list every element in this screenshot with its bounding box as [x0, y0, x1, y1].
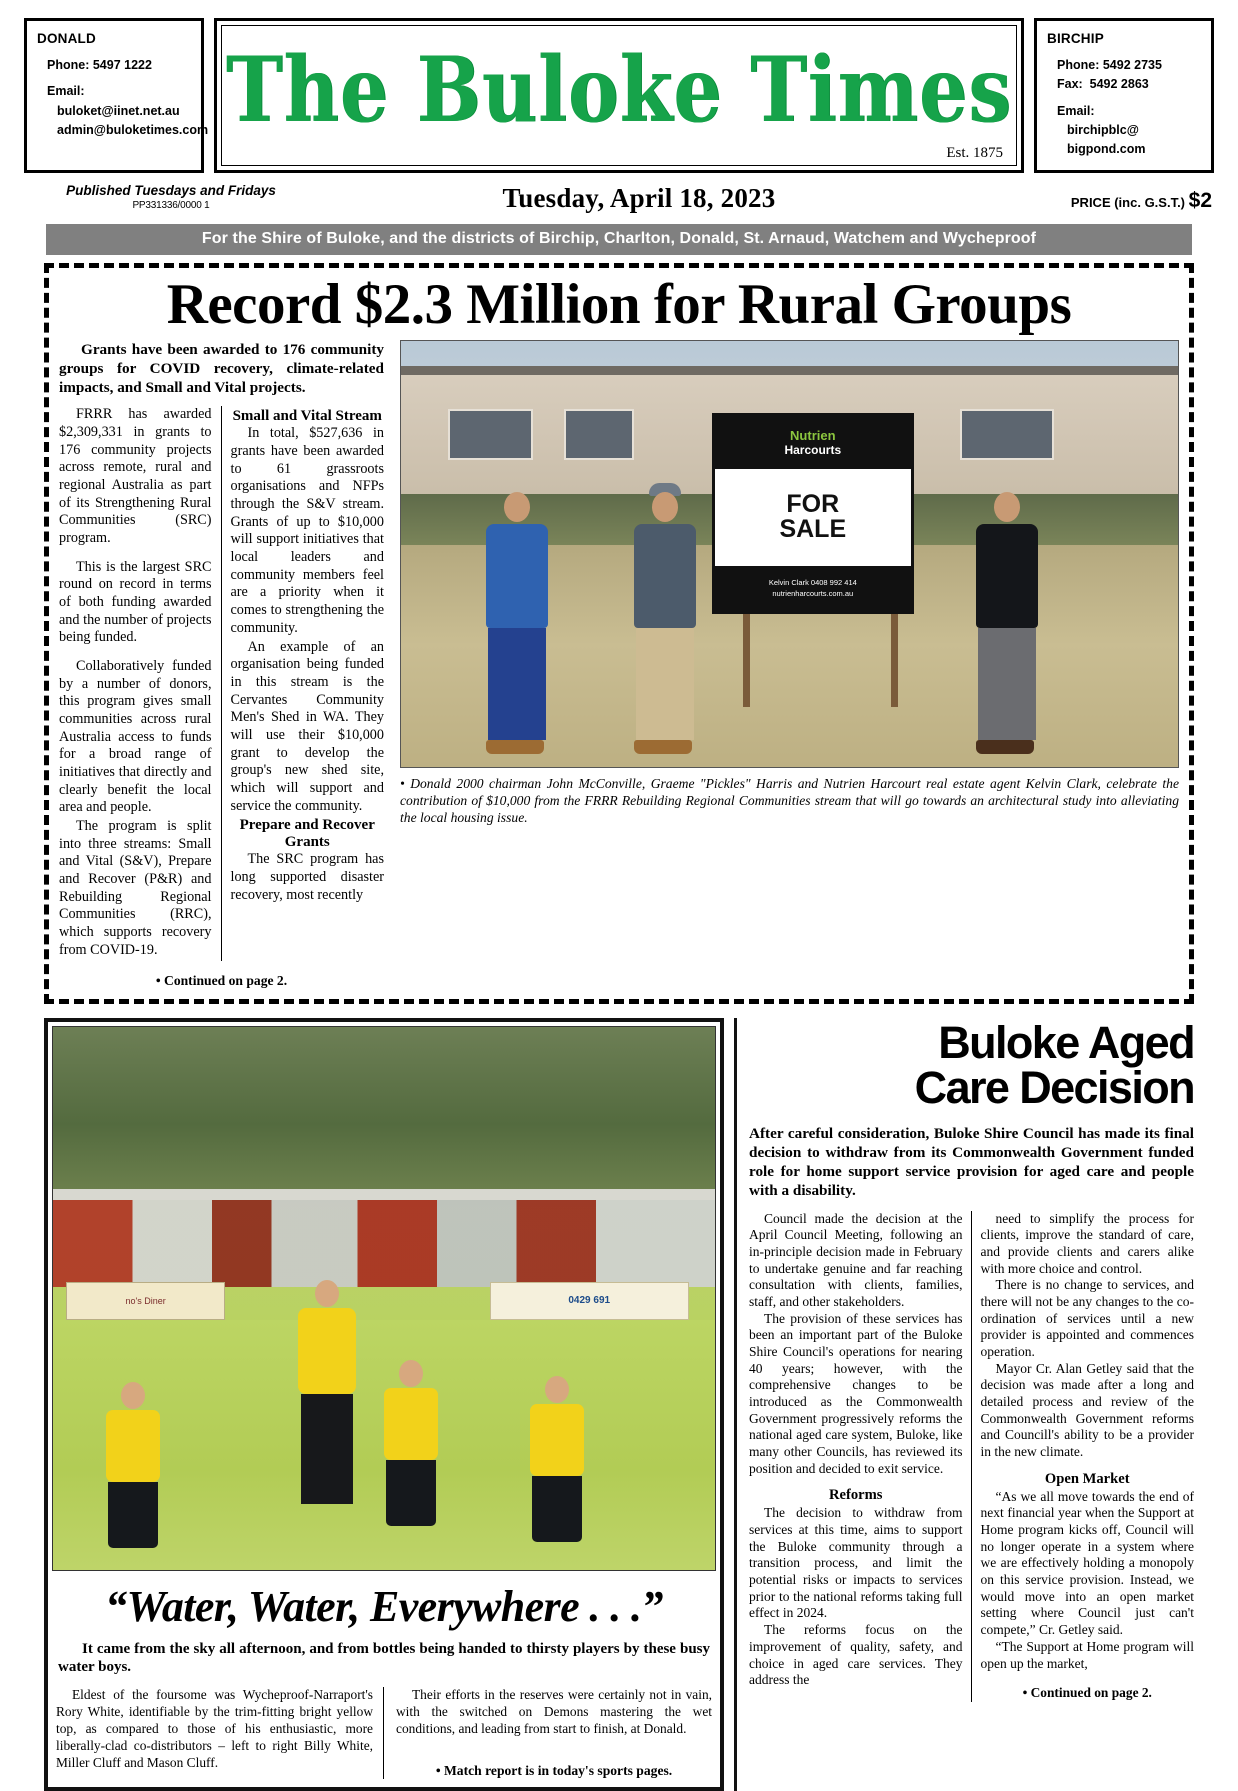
photo-window — [564, 409, 634, 460]
photo-window — [960, 409, 1053, 460]
lower-section — [44, 1018, 1194, 1791]
sign-post-right — [891, 614, 898, 708]
sponsor-banner-right-text: 0429 691 — [568, 1295, 610, 1306]
paragraph: FRRR has awarded $2,309,331 in grants to 176 community projects across remote, rural and regional Australia as part of its Strengthening Rural Communities (SRC) program. — [59, 406, 212, 547]
subheading-open-market: Open Market — [981, 1470, 1195, 1488]
paragraph: Mayor Cr. Alan Getley said that the decision was made after a long and detailed process and review of the Commonwealth Government reforms and Councill's ability to be a provider in the new climate. — [981, 1361, 1195, 1461]
masthead-subhead-row — [0, 173, 1238, 220]
kid-legs — [532, 1476, 582, 1542]
price-label: PRICE (inc. G.S.T.) — [1071, 195, 1185, 210]
lead-story-column-2 — [222, 406, 385, 960]
aged-care-headline-line2: Care Decision — [749, 1065, 1194, 1110]
kid-jersey — [106, 1410, 160, 1482]
donald-email-secondary[interactable]: admin@buloketimes.com — [37, 121, 191, 140]
sport-story-box — [44, 1018, 724, 1791]
sport-story-photo — [52, 1026, 716, 1571]
aged-care-standfirst: After careful consideration, Buloke Shire Council has made its final decision to withdraw from its Commonwealth Government funded role for home support service provision for aged care and people with a disability. — [749, 1110, 1194, 1211]
coverage-area-banner: For the Shire of Buloke, and the districts of Birchip, Charlton, Donald, St. Arnaud, Watchem and Wycheproof — [46, 224, 1192, 255]
sign-brand-harcourts: Harcourts — [784, 443, 841, 457]
sport-story-column-2 — [384, 1687, 712, 1779]
paragraph: Eldest of the foursome was Wycheproof-Narraport's Rory White, identifiable by the trim-fitting bright yellow top, as compared to those of his enthusiastic, more liberally-clad co-distributors – left to right Billy White, Miller Cluff and Mason Cluff. — [56, 1687, 373, 1771]
photo-water-boy-2 — [384, 1360, 438, 1526]
sport-story-match-report-note[interactable]: • Match report is in today's sports pages. — [396, 1762, 712, 1779]
paragraph: Collaboratively funded by a number of donors, this program gives small communities across rural Australia access to funds for a broad range of initiatives that directly and clearly benefit the local area and people. — [59, 658, 212, 817]
sign-agent-block — [715, 566, 911, 611]
sign-word-for: FOR — [786, 492, 839, 518]
photo-person-right — [976, 492, 1038, 754]
person-torso — [634, 524, 696, 628]
photo-person-left — [486, 492, 548, 754]
lead-story-column-1 — [59, 406, 222, 960]
photo-sponsor-banner-right — [490, 1282, 689, 1320]
photo-water-boy-1 — [106, 1382, 160, 1548]
sport-story-standfirst: It came from the sky all afternoon, and from bottles being handed to thirsty players by these busy water boys. — [52, 1638, 716, 1688]
lead-story-text-area — [59, 340, 394, 989]
photo-coach — [298, 1280, 356, 1504]
sport-story-headline: “Water, Water, Everywhere . . .” — [52, 1571, 716, 1638]
paragraph: Their efforts in the reserves were certainly not in vain, with the switched on Demons mastering the wet conditions, and leading from start to finish, at Donald. — [396, 1687, 712, 1738]
person-legs — [488, 628, 546, 740]
person-head — [504, 492, 530, 522]
aged-care-headline — [749, 1018, 1194, 1110]
paragraph: “The Support at Home program will open up the market, — [981, 1639, 1195, 1672]
price-amount: $2 — [1189, 189, 1212, 212]
sign-brand-block — [715, 416, 911, 468]
publication-frequency: Published Tuesdays and Fridays — [26, 183, 316, 198]
kid-legs — [386, 1460, 436, 1526]
birchip-email-part2[interactable]: bigpond.com — [1047, 140, 1201, 159]
lead-story-headline: Record $2.3 Million for Rural Groups — [59, 274, 1179, 340]
paragraph: There is no change to services, and there will not be any changes to the co-ordination of services until a new provider is appointed and commences operation. — [981, 1277, 1195, 1360]
kid-head — [399, 1360, 423, 1387]
spacer — [37, 75, 191, 82]
person-legs — [636, 628, 694, 740]
paragraph: The program is split into three streams: Small and Vital (S&V), Prepare and Recover (P&R) and Rebuilding Regional Communities (RRC), which supports recovery from COVID-19. — [59, 818, 212, 959]
birchip-office-contact-box — [1034, 18, 1214, 173]
photo-treeline — [53, 1027, 715, 1190]
sign-for-sale-text — [715, 469, 911, 566]
sign-word-sale: SALE — [779, 517, 846, 543]
donald-phone-label: Phone: — [47, 58, 89, 72]
birchip-phone-line — [1047, 56, 1201, 75]
sponsor-banner-left-text: no's Diner — [126, 1296, 166, 1306]
aged-care-column-2 — [972, 1211, 1195, 1702]
paragraph: The SRC program has long supported disaster recovery, most recently — [231, 851, 385, 904]
masthead-title-box — [214, 18, 1024, 173]
person-shoe — [976, 740, 1034, 754]
person-legs — [978, 628, 1036, 740]
sign-agent-name: Kelvin Clark 0408 992 414 — [769, 578, 857, 587]
photo-water-boy-3 — [530, 1376, 584, 1542]
person-shoe — [486, 740, 544, 754]
aged-care-column-1 — [749, 1211, 972, 1702]
subheading-small-and-vital: Small and Vital Stream — [231, 408, 385, 425]
paragraph: This is the largest SRC round on record in terms of both funding awarded and the number of projects being funded. — [59, 559, 212, 647]
person-head — [652, 492, 678, 522]
donald-office-contact-box — [24, 18, 204, 173]
birchip-phone-label: Phone: — [1057, 58, 1099, 72]
price-block — [962, 181, 1212, 213]
lead-story-columns — [59, 406, 384, 960]
photo-carpark — [53, 1200, 715, 1287]
donald-phone-value: 5497 1222 — [93, 58, 152, 72]
lead-story-body — [59, 340, 1179, 989]
photo-fence — [53, 1189, 715, 1200]
coach-legs — [301, 1394, 353, 1504]
subheading-prepare-and-recover: Prepare and Recover Grants — [231, 817, 385, 851]
birchip-fax-label: Fax: — [1057, 77, 1083, 91]
lead-story-box — [44, 263, 1194, 1004]
kid-jersey — [384, 1388, 438, 1460]
aged-care-story — [734, 1018, 1194, 1791]
for-sale-sign — [712, 413, 914, 613]
page-title: The Buloke Times — [226, 39, 1012, 152]
paragraph: The reforms focus on the improvement of quality, safety, and choice in aged care services. They address the — [749, 1622, 963, 1689]
person-torso — [976, 524, 1038, 628]
kid-head — [545, 1376, 569, 1403]
established-year: Est. 1875 — [946, 145, 1003, 162]
subheading-reforms: Reforms — [749, 1486, 963, 1504]
donald-phone-line — [37, 56, 191, 75]
aged-care-headline-line1: Buloke Aged — [749, 1020, 1194, 1065]
sport-story-column-1 — [56, 1687, 384, 1779]
lead-story-photo-area — [394, 340, 1179, 989]
photo-window — [448, 409, 533, 460]
kid-legs — [108, 1482, 158, 1548]
paragraph: need to simplify the process for clients, improve the standard of care, and provide clients and carers alike with more choice and control. — [981, 1211, 1195, 1278]
birchip-phone-value: 5492 2735 — [1103, 58, 1162, 72]
lead-story-photo — [400, 340, 1179, 768]
sign-website: nutrienharcourts.com.au — [772, 589, 853, 598]
aged-care-columns — [749, 1211, 1194, 1702]
coach-head — [315, 1280, 339, 1307]
issue-date: Tuesday, April 18, 2023 — [316, 181, 962, 214]
lead-story-standfirst: Grants have been awarded to 176 community groups for COVID recovery, climate-related impacts, and Small and Vital projects. — [59, 340, 384, 397]
paragraph: An example of an organisation being funded in this stream is the Cervantes Community Men's Shed in WA. They will use their $10,000 grant to develop the group's new shed site, which will support and service the community. — [231, 639, 385, 816]
coach-jersey — [298, 1308, 356, 1394]
birchip-office-city: BIRCHIP — [1047, 29, 1201, 50]
birchip-email-part1[interactable]: birchipblc@ — [1047, 121, 1201, 140]
lead-story-photo-caption: • Donald 2000 chairman John McConville, Graeme "Pickles" Harris and Nutrien Harcourt real estate agent Kelvin Clark, celebrate the contribution of $10,000 from the FRRR Rebuilding Regional Communities stream that will go towards an architectural study into alleviating the local housing issue. — [400, 768, 1179, 827]
donald-office-city: DONALD — [37, 29, 191, 50]
person-head — [994, 492, 1020, 522]
donald-email-label: Email: — [37, 82, 191, 101]
print-post-number: PP331336/0000 1 — [26, 200, 316, 211]
paragraph: The decision to withdraw from services at this time, aims to support the Buloke community through a transition process, and limit the potential risks or impacts to services prior to the national reforms taking full effect in 2024. — [749, 1505, 963, 1622]
sport-story-columns — [52, 1687, 716, 1783]
person-torso — [486, 524, 548, 628]
kid-head — [121, 1382, 145, 1409]
photo-sponsor-banner-left — [66, 1282, 225, 1320]
kid-jersey — [530, 1404, 584, 1476]
birchip-fax-value: 5492 2863 — [1090, 77, 1149, 91]
sign-post-left — [743, 614, 750, 708]
aged-care-continued-note[interactable]: • Continued on page 2. — [981, 1685, 1195, 1702]
birchip-email-label: Email: — [1047, 102, 1201, 121]
spacer — [1047, 95, 1201, 102]
paragraph: “As we all move towards the end of next financial year when the Support at Home program kicks off, Council will no longer operate in a system where we are effectively holding a monopoly on this service provision. Instead, we would move into an open market setting where Council just can't compete,” Cr. Getley said. — [981, 1489, 1195, 1639]
paragraph: The provision of these services has been an important part of the Buloke Shire Council's operations for nearing 40 years; however, with the comprehensive changes to be introduced as the Commonwealth Government progressively reforms the national aged care system, Buloke, like many other Councils, has reviewed its position and decided to exit service. — [749, 1311, 963, 1478]
donald-email-primary[interactable]: buloket@iinet.net.au — [37, 102, 191, 121]
photo-person-middle — [634, 483, 696, 754]
masthead — [0, 0, 1238, 173]
birchip-fax-line — [1047, 75, 1201, 94]
publication-frequency-block — [26, 181, 316, 211]
paragraph: Council made the decision at the April Council Meeting, following an in-principle decision made in February to undertake genuine and far reaching consultation with clients, families, staff, and other stakeholders. — [749, 1211, 963, 1311]
sign-brand-nutrien: Nutrien — [790, 428, 836, 443]
lead-story-continued-note[interactable]: • Continued on page 2. — [59, 973, 384, 989]
person-shoe — [634, 740, 692, 754]
paragraph: In total, $527,636 in grants have been awarded to 61 grassroots organisations and NFPs through the S&V stream. Grants of up to $10,000 will support initiatives that local leaders and community members feel are a priority when it comes to strengthening the community. — [231, 425, 385, 637]
